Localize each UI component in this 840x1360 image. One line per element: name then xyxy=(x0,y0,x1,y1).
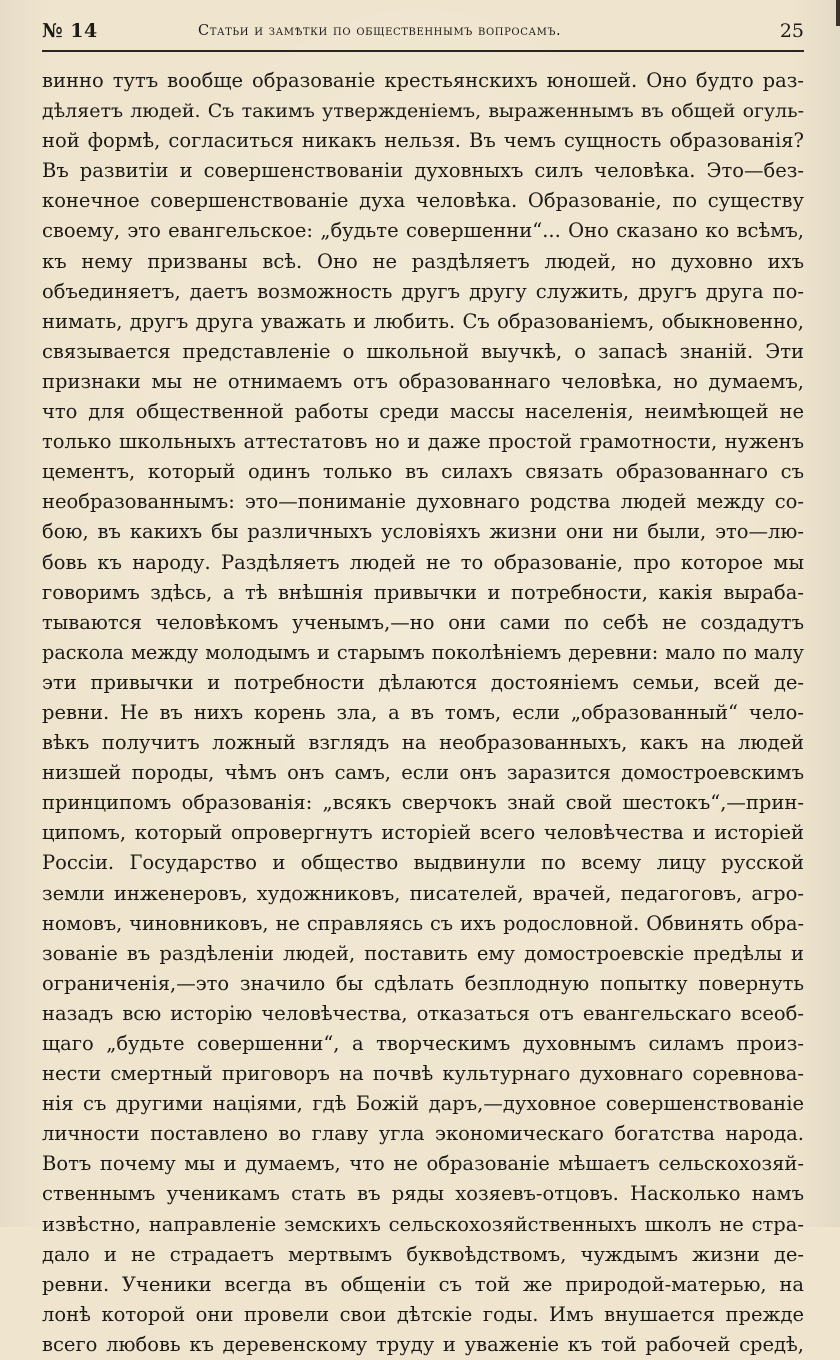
text-line: ревни. Ученики всегда въ общенiи съ той же природой-матерью, на xyxy=(42,1272,804,1296)
text-line: зованiе въ раздѣленiи людей, поставить ему домостроевскiе предѣлы и xyxy=(42,941,804,965)
text-line: всего любовь къ деревенскому труду и уваженiе къ той рабочей средѣ, xyxy=(42,1332,804,1356)
text-line: ной формѣ, согласиться никакъ нельзя. Въ чемъ сущность образованiя? xyxy=(42,129,804,153)
text-line: номовъ, чиновниковъ, не справляясь съ ихъ родословной. Обвинять обра- xyxy=(42,911,804,935)
text-line: бовь къ народу. Раздѣляетъ людей не то образованiе, про которое мы xyxy=(42,550,804,574)
running-title: Статьи и замѣтки по общественнымъ вопросамъ. xyxy=(198,23,562,39)
text-line: говоримъ здѣсь, а тѣ внѣшнiя привычки и потребности, какiя выраба- xyxy=(42,580,804,604)
text-line: къ нему призваны всѣ. Оно не раздѣляетъ людей, но духовно ихъ xyxy=(42,249,804,273)
text-line: земли инженеровъ, художниковъ, писателей, врачей, педагоговъ, агро- xyxy=(42,881,804,905)
text-line: тываются человѣкомъ ученымъ,—но они сами по себѣ не создадутъ xyxy=(42,610,804,634)
text-line: Въ развитiи и совершенствованiи духовныхъ силъ человѣка. Это—без- xyxy=(42,159,804,183)
text-line: низшей породы, чѣмъ онъ самъ, если онъ заразится домостроевскимъ xyxy=(42,761,804,785)
text-line: ревни. Не въ нихъ корень зла, а въ томъ, если „образованный“ чело- xyxy=(42,700,804,724)
text-line: извѣстно, направленiе земскихъ сельскохозяйственныхъ школъ не стра- xyxy=(42,1212,804,1236)
text-line: дѣляетъ людей. Съ такимъ утвержденiемъ, выраженнымъ въ общей огуль- xyxy=(42,100,804,123)
issue-number: № 14 xyxy=(42,20,98,42)
text-line: что для общественной работы среди массы населенiя, неимѣющей не xyxy=(42,400,804,424)
text-line: ственнымъ ученикамъ стать въ ряды хозяевъ-отцовъ. Насколько намъ xyxy=(42,1182,804,1206)
text-line: личности поставлено во главу угла экономическаго богатства народа. xyxy=(42,1122,804,1146)
header-rule xyxy=(42,50,804,52)
text-line: объединяетъ, даетъ возможность другъ другу служить, другъ друга по- xyxy=(42,279,804,303)
text-line: только школьныхъ аттестатовъ но и даже простой грамотности, нуженъ xyxy=(42,430,804,454)
text-line: нимать, другъ друга уважать и любить. Съ образованiемъ, обыкновенно, xyxy=(42,309,804,333)
text-line: конечное совершенствованiе духа человѣка. Образованiе, по существу xyxy=(42,189,804,213)
page-edge-mark xyxy=(836,0,840,26)
text-line: своему, это евангельское: „будьте совершенни“... Оно сказано ко всѣмъ, xyxy=(42,219,804,243)
text-line: принципомъ образованiя: „всякъ сверчокъ знай свой шестокъ“,—прин- xyxy=(42,791,804,815)
text-line: винно тутъ вообще образованiе крестьянскихъ юношей. Оно будто раз- xyxy=(42,69,804,92)
body-text xyxy=(42,66,804,1360)
text-line: лонѣ которой они провели свои дѣтскiе годы. Имъ внушается прежде xyxy=(42,1302,804,1326)
text-line: Россiи. Государство и общество выдвинули по всему лицу русской xyxy=(42,851,804,875)
text-line: дало и не страдаетъ мертвымъ буквоѣдствомъ, чуждымъ жизни де- xyxy=(42,1242,804,1266)
text-line: ципомъ, который опровергнутъ исторiей всего человѣчества и исторiей xyxy=(42,821,804,845)
text-line: назадъ всю исторiю человѣчества, отказаться отъ евангельскаго всеоб- xyxy=(42,1001,804,1025)
text-line: бою, въ какихъ бы различныхъ условiяхъ жизни они ни были, это—лю- xyxy=(42,520,804,544)
text-line: эти привычки и потребности дѣлаются достоянiемъ семьи, всей де- xyxy=(42,670,804,694)
text-line: раскола между молодымъ и старымъ поколѣнiемъ деревни: мало по малу xyxy=(42,640,804,664)
text-line: ограниченiя,—это значило бы сдѣлать безплодную попытку повернуть xyxy=(42,971,804,995)
page-number: 25 xyxy=(779,20,804,42)
text-line: щаго „будьте совершенни“, а творческимъ духовнымъ силамъ произ- xyxy=(42,1032,804,1055)
text-line: необразованнымъ: это—пониманiе духовнаго родства людей между со- xyxy=(42,490,804,514)
page-header xyxy=(42,20,804,46)
text-line: цементъ, который одинъ только въ силахъ связать образованнаго съ xyxy=(42,460,804,484)
text-line: вѣкъ получитъ ложный взглядъ на необразованныхъ, какъ на людей xyxy=(42,731,804,755)
text-line: связывается представленiе о школьной выучкѣ, о запасѣ знанiй. Эти xyxy=(42,339,804,363)
text-line: Вотъ почему мы и думаемъ, что не образованiе мѣшаетъ сельскохозяй- xyxy=(42,1152,804,1176)
text-line: признаки мы не отнимаемъ отъ образованнаго человѣка, но думаемъ, xyxy=(42,369,804,393)
text-line: нести смертный приговоръ на почвѣ культурнаго духовнаго соревнова- xyxy=(42,1062,804,1086)
text-line: нiя съ другими нацiями, гдѣ Божiй даръ,—духовное совершенствованiе xyxy=(42,1092,804,1116)
